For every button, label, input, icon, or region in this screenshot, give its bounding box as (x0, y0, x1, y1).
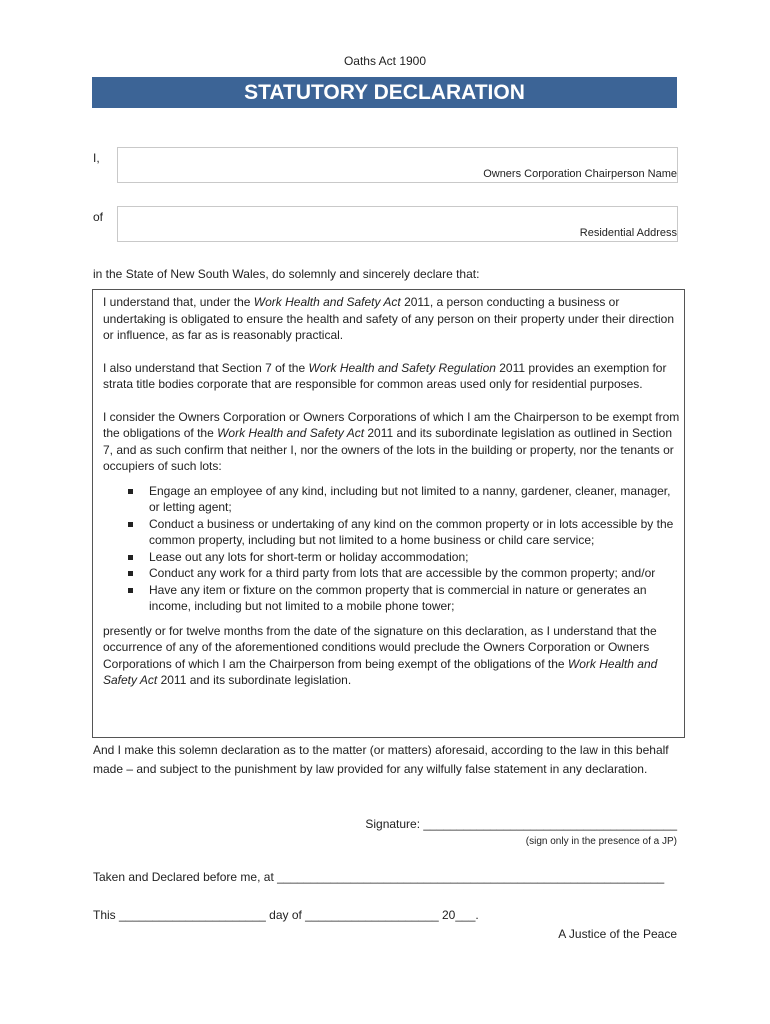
list-item: Have any item or fixture on the common property that is commercial in nature or generates an income, including but not limited to a mobile phone tower; (149, 582, 683, 615)
name-label: I, (93, 151, 100, 165)
act-title: Oaths Act 1900 (343, 54, 427, 68)
date-line[interactable]: This ______________________ day of ____________________ 20___. (93, 908, 479, 922)
list-item: Engage an employee of any kind, including but not limited to a nanny, gardener, cleaner, manager, or letting agent; (149, 483, 683, 516)
signature-line[interactable]: Signature: ______________________________________ (365, 817, 677, 831)
taken-declared-line[interactable]: Taken and Declared before me, at __________________________________________________________ (93, 870, 665, 884)
conditions-list (103, 483, 683, 615)
intro-text: in the State of New South Wales, do solemnly and sincerely declare that: (93, 267, 480, 281)
name-caption: Owners Corporation Chairperson Name (483, 168, 677, 180)
list-item: Lease out any lots for short-term or holiday accommodation; (149, 549, 683, 566)
page-title: STATUTORY DECLARATION (92, 77, 677, 108)
list-item: Conduct a business or undertaking of any kind on the common property or in lots accessible by the common property, including but not limited to a home business or child care service; (149, 516, 683, 549)
address-caption: Residential Address (579, 227, 677, 239)
paragraph-4: presently or for twelve months from the date of the signature on this declaration, as I understand that the occurrence of any of the aforementioned conditions would preclude the Owners Corporation or Owners Corporations of which I am the Chairperson from being exempt of the obligations of the Work Health and Safety Act 2011 and its subordinate legislation. (103, 623, 658, 687)
paragraph-2: I also understand that Section 7 of the Work Health and Safety Regulation 2011 provides an exemption for strata title bodies corporate that are responsible for common areas used only for residential purposes. (103, 360, 667, 391)
paragraph-3: I consider the Owners Corporation or Owners Corporations of which I am the Chairperson to be exempt from the obligations of the Work Health and Safety Act 2011 and its subordinate legislation as outlined in Section 7, and as such confirm that neither I, nor the owners of the lots in the building or property, nor the tenants or occupiers of such lots: (103, 409, 680, 473)
list-item: Conduct any work for a third party from lots that are accessible by the common property; and/or (149, 565, 683, 582)
paragraph-1: I understand that, under the Work Health and Safety Act 2011, a person conducting a business or undertaking is obligated to ensure the health and safety of any person on their property under their direction or influence, as far as is reasonably practical. (103, 295, 675, 342)
residential-address-field[interactable] (117, 206, 678, 242)
chairperson-name-field[interactable] (117, 147, 678, 183)
justice-of-peace-label: A Justice of the Peace (558, 927, 677, 941)
solemn-declaration: And I make this solemn declaration as to the matter (or matters) aforesaid, according to the law in this behalf made – and subject to the punishment by law provided for any wilfully false statement in any declaration. (93, 743, 669, 776)
declaration-box (92, 289, 685, 738)
signature-note: (sign only in the presence of a JP) (525, 836, 677, 847)
address-label: of (93, 210, 104, 224)
